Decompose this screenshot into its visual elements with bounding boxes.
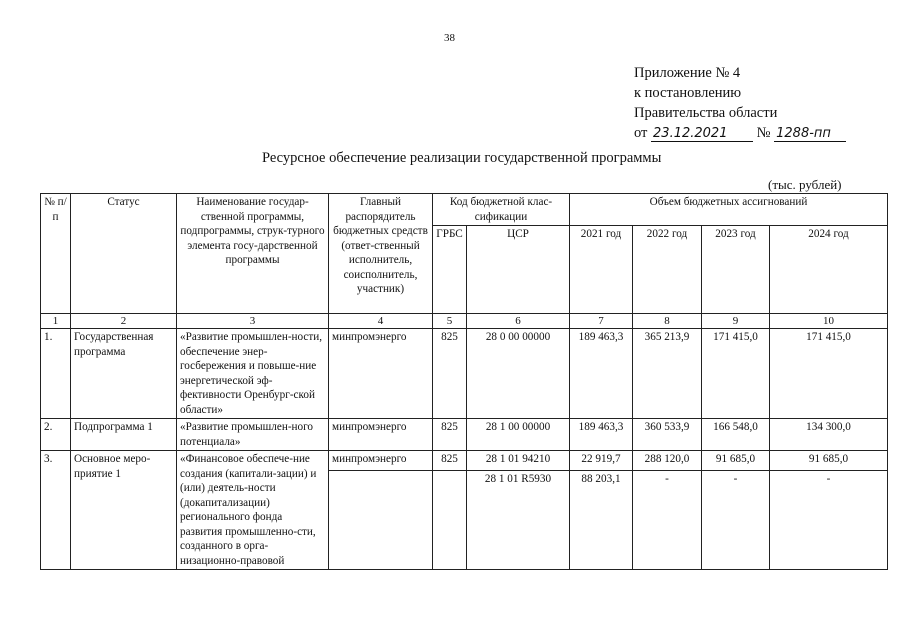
row-name: «Финансовое обеспече-ние создания (капитали-зации) и (или) деятель-ности (докапитализации) регионального фонда развития промышленно-сти, созданного в орга-низационно-правовой xyxy=(177,451,329,570)
row-grbs: 825 xyxy=(433,329,467,419)
row-2021: 189 463,3 xyxy=(570,419,633,451)
header-csr: ЦСР xyxy=(467,226,570,314)
row-2024: 134 300,0 xyxy=(770,419,888,451)
col-number: 5 xyxy=(433,314,467,329)
number-prefix: № xyxy=(756,125,771,141)
row-no: 2. xyxy=(41,419,71,451)
row-status: Подпрограмма 1 xyxy=(71,419,177,451)
row-2021: 189 463,3 xyxy=(570,329,633,419)
header-status: Статус xyxy=(71,194,177,314)
header-2022: 2022 год xyxy=(633,226,702,314)
appendix-header xyxy=(634,63,846,143)
col-number: 6 xyxy=(467,314,570,329)
row-no: 3. xyxy=(41,451,71,570)
subrow-2022: - xyxy=(633,471,702,570)
table-row xyxy=(41,451,888,471)
header-2021: 2021 год xyxy=(570,226,633,314)
table-row xyxy=(41,419,888,451)
column-number-row xyxy=(41,314,888,329)
appendix-date-line xyxy=(634,123,846,143)
appendix-line1: Приложение № 4 xyxy=(634,65,741,81)
handwritten-date: 23.12.2021 xyxy=(651,127,753,142)
col-number: 8 xyxy=(633,314,702,329)
row-csr: 28 0 00 00000 xyxy=(467,329,570,419)
row-2021: 22 919,7 xyxy=(570,451,633,471)
header-2024: 2024 год xyxy=(770,226,888,314)
header-2023: 2023 год xyxy=(702,226,770,314)
row-2024: 171 415,0 xyxy=(770,329,888,419)
date-prefix: от xyxy=(634,125,648,141)
header-no: № п/п xyxy=(41,194,71,314)
subrow-manager xyxy=(329,471,433,570)
col-number: 3 xyxy=(177,314,329,329)
subrow-grbs xyxy=(433,471,467,570)
subrow-2024: - xyxy=(770,471,888,570)
row-no: 1. xyxy=(41,329,71,419)
header-row xyxy=(41,194,888,226)
row-manager: минпромэнерго xyxy=(329,419,433,451)
resource-table xyxy=(40,193,888,570)
row-name: «Развитие промышлен-ного потенциала» xyxy=(177,419,329,451)
row-name: «Развитие промышлен-ности, обеспечение энер-госбережения и повыше-ние энергетической эф-фективности Оренбург-ской области» xyxy=(177,329,329,419)
appendix-line2: к постановлению xyxy=(634,85,742,101)
row-2022: 360 533,9 xyxy=(633,419,702,451)
col-number: 10 xyxy=(770,314,888,329)
row-csr: 28 1 01 94210 xyxy=(467,451,570,471)
col-number: 9 xyxy=(702,314,770,329)
subrow-csr: 28 1 01 R5930 xyxy=(467,471,570,570)
row-2023: 91 685,0 xyxy=(702,451,770,471)
col-number: 1 xyxy=(41,314,71,329)
row-manager: минпромэнерго xyxy=(329,329,433,419)
handwritten-number: 1288-пп xyxy=(774,127,846,142)
page-number: 38 xyxy=(444,32,455,44)
header-manager: Главный распорядитель бюджетных средств (ответ-ственный исполнитель, соисполнитель, участник) xyxy=(329,194,433,314)
row-2023: 171 415,0 xyxy=(702,329,770,419)
table-row xyxy=(41,329,888,419)
document-title: Ресурсное обеспечение реализации государственной программы xyxy=(262,150,662,166)
row-2022: 365 213,9 xyxy=(633,329,702,419)
col-number: 2 xyxy=(71,314,177,329)
row-2023: 166 548,0 xyxy=(702,419,770,451)
header-grbs: ГРБС xyxy=(433,226,467,314)
col-number: 4 xyxy=(329,314,433,329)
header-code: Код бюджетной клас-сификации xyxy=(433,194,570,226)
header-name: Наименование государ-ственной программы, подпрограммы, струк-турного элемента госу-дарственной программы xyxy=(177,194,329,314)
row-manager: минпромэнерго xyxy=(329,451,433,471)
row-2024: 91 685,0 xyxy=(770,451,888,471)
subrow-2023: - xyxy=(702,471,770,570)
row-csr: 28 1 00 00000 xyxy=(467,419,570,451)
col-number: 7 xyxy=(570,314,633,329)
header-budget: Объем бюджетных ассигнований xyxy=(570,194,888,226)
row-status: Государственная программа xyxy=(71,329,177,419)
row-2022: 288 120,0 xyxy=(633,451,702,471)
appendix-line3: Правительства области xyxy=(634,105,778,121)
row-grbs: 825 xyxy=(433,451,467,471)
row-status: Основное меро-приятие 1 xyxy=(71,451,177,570)
subrow-2021: 88 203,1 xyxy=(570,471,633,570)
row-grbs: 825 xyxy=(433,419,467,451)
units-label: (тыс. рублей) xyxy=(768,177,842,192)
